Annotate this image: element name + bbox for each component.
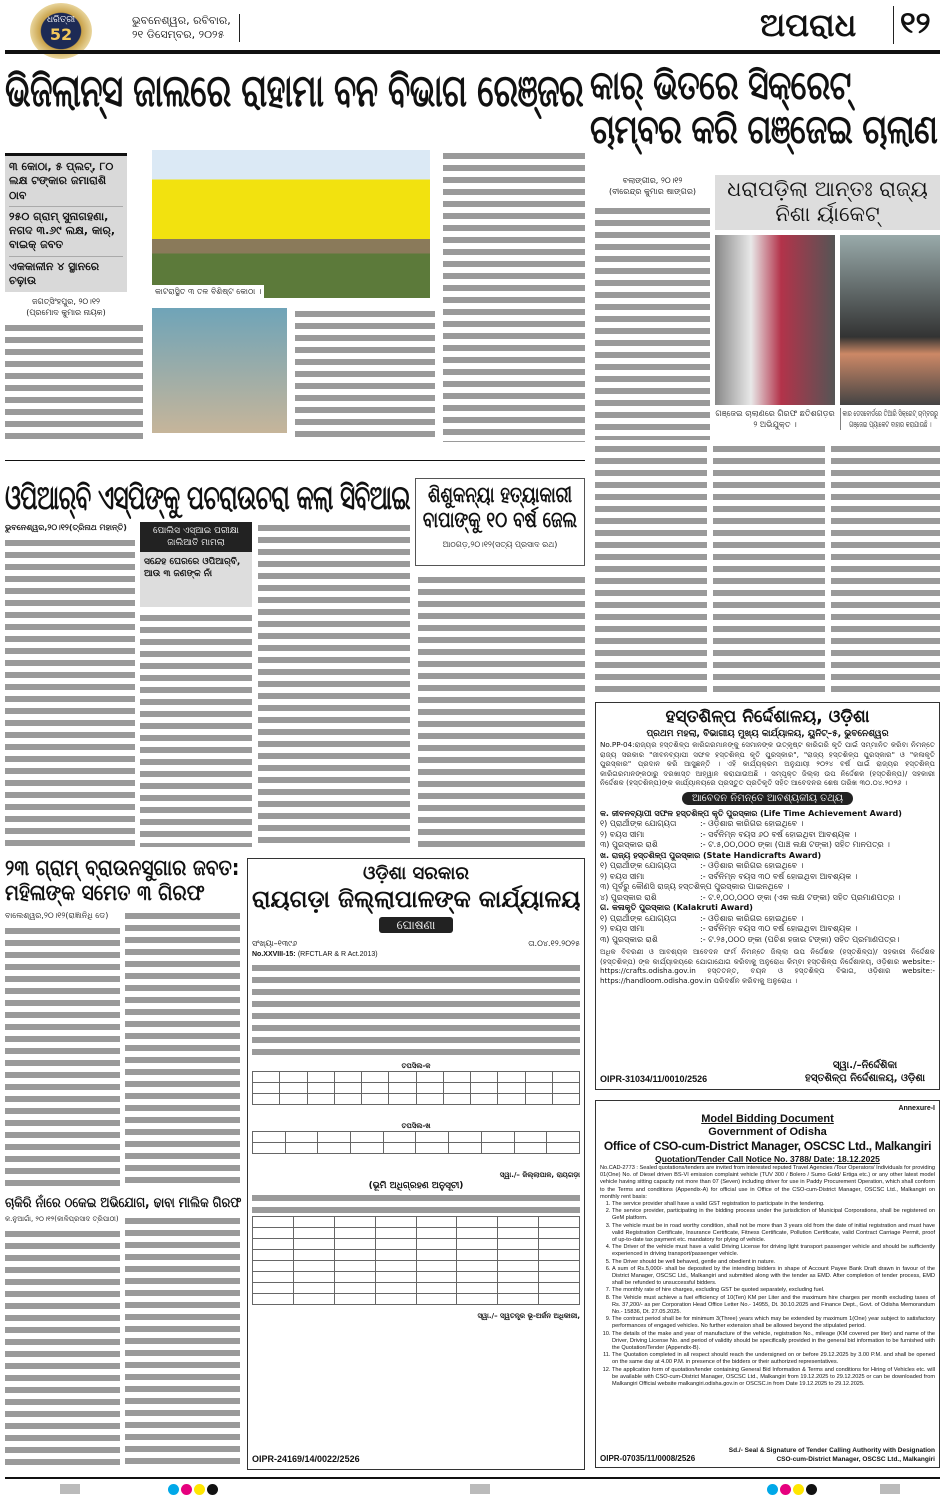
bullets-box (5, 153, 127, 292)
dateline: ବାଲେଶ୍ୱର,୨୦।୧୨(ରାଜ୍ଞାନିଧି ଡେ) (5, 911, 109, 920)
tender-condition: 11. The Quotation completed in all respect should reach the undersigned on or before 29.12.2025 by 3.00 P.M. and shall be opened on the same day at 4.00 P.M. in presence of the bidders or their authorized representatives. (612, 1352, 935, 1366)
award-cell: ୨) ବୟସ ସୀମା (600, 871, 645, 881)
info-band: ଆବେଦନ ନିମନ୍ତେ ଆବଶ୍ୟକୀୟ ତଥ୍ୟ (682, 792, 853, 805)
article-body (5, 1228, 120, 1468)
registration-marks (168, 1484, 218, 1495)
award-cell: :- ଓଡ଼ିଶାର କାରିଗର ହୋଇଥିବେ । (700, 819, 804, 828)
award-cell: ୨) ବୟସ ସୀମା (600, 924, 645, 933)
masthead-dateline: ଭୁବନେଶ୍ୱର, ରବିବାର, ୨୧ ଡିସେମ୍ବର, ୨୦୨୫ (132, 14, 240, 42)
award-row (600, 872, 935, 883)
tender-condition: 3. The vehicle must be in road worthy condition, shall not be more than 3 years old from the date of initial registration and must have valid Registration Certificate, Insurance Certificate, Fitness Certificate, Pollution Certificate, valid Contract Carriage Permit, proof of up-to-date tax payment etc. mandatory for plying of vehicle. (612, 1223, 935, 1245)
tender-footer-row: OIPR-07035/11/0008/2526 Sd./- Seal & Signature of Tender Calling Authority with Designation CSO-cum-District Manager, OSCSC Ltd., Malkangiri (600, 1447, 935, 1463)
handicrafts-notice: ହସ୍ତଶିଳ୍ପ ନିର୍ଦ୍ଦେଶାଳୟ, ଓଡ଼ିଶା ପ୍ରଥମ ମହଲା, ବିଭାଗୀୟ ମୁଖ୍ୟ କାର୍ଯ୍ୟାଳୟ, ୟୁନିଟ୍–୫, ଭୁବନେଶ୍ୱର No.PP-04:ରାଜ୍ୟର ହସ୍ତଶିଳ୍ପ କାରିଗରମାନଙ୍କୁ ସେମାନଙ୍କ ଉତ୍କୃଷ୍ଟ କାରିଗରି କୃତି ପାଇଁ ସମ୍ମାନିତ କରିବା ନିମନ୍ତେ ରାଜ୍ୟ ସରକାର "ଜୀବନବ୍ୟାପୀ ସଫଳ ହସ୍ତଶିଳ୍ପ କୃତି ପୁରସ୍କାର", "ରାଜ୍ୟ ହସ୍ତଶିଳ୍ପ ପୁରସ୍କାର" ଓ "କଳାକୃତି ପୁରସ୍କାର" ପ୍ରଦାନ କରି ଆସୁଛନ୍ତି । ଏହି କାର୍ଯ୍ୟକ୍ରମ ଅନୁଯାୟୀ ୨୦୨୪ ବର୍ଷ ପାଇଁ ରାଜ୍ୟର ହସ୍ତଶିଳ୍ପ କାରିଗରମାନଙ୍କଠାରୁ ଦରଖାସ୍ତ ଆହ୍ୱାନ କରାଯାଉଅଛି । ସମ୍ପୃକ୍ତ ଜିଲ୍ଲା ଉପ ନିର୍ଦ୍ଦେଶକ (ହସ୍ତଶିଳ୍ପ)/ ସହକାରୀ ନିର୍ଦ୍ଦେଶକ (ହସ୍ତଶିଳ୍ପ)ଙ୍କ କାର୍ଯ୍ୟାଳୟରେ ପ୍ରସ୍ତୁତ ପ୍ରତିକୃତି ସହିତ ଆବେଦନର ଶେଷ ତାରିଖ ୩୦.୦୪.୨୦୨୬ । ଆବେଦନ ନିମନ୍ତେ ଆବଶ୍ୟକୀୟ ତଥ୍ୟ କ. ଜୀବନବ୍ୟାପୀ ସଫଳ ହସ୍ତଶିଳ୍ପ କୃତି ପୁରସ୍କାର (Life Time Achievement Award) ୧) ପ୍ରାର୍ଥୀଙ୍କ ଯୋଗ୍ୟତା :- ଓଡ଼ିଶାର କାରିଗର ହୋଇଥିବେ । ୨) ବୟସ ସୀମା :- ସର୍ବନିମ୍ନ ବୟସ ୬୦ ବର୍ଷ ହୋଇଥିବା ଆବଶ୍ୟକ । ୩) ପୁରସ୍କାର ରାଶି :- ଟ.୫,୦୦,୦୦୦ ଙ୍କା (ପାଞ୍ଚ ଲକ୍ଷ ଟଙ୍କା) ସହିତ ମାନପତ୍ର । ଖ. ରାଜ୍ୟ ହସ୍ତଶିଳ୍ପ ପୁରସ୍କାର (State Handicrafts Award) ୧) ପ୍ରାର୍ଥୀଙ୍କ ଯୋଗ୍ୟତା :- ଓଡ଼ିଶାର କାରିଗର ହୋଇଥିବେ । ୨) ବୟସ ସୀମା :- ସର୍ବନିମ୍ନ ବୟସ ୩୦ ବର୍ଷ ହୋଇଥିବା ଆବଶ୍ୟକ । ୩) ପୂର୍ବରୁ କୌଣସି ରାଜ୍ୟ ହସ୍ତଶିଳ୍ପ ପୁରସ୍କାର ପାଇନଥିବେ । ୪) ପୁରସ୍କାର ରାଶି :- ଟ.୧,୦୦,୦୦୦ ଙ୍କା (ଏକ ଲକ୍ଷ ଟଙ୍କା) ସହିତ ପ୍ରମାଣପତ୍ର । ଗ. କଳାକୃତି ପୁରସ୍କାର (Kalakruti Award) ୧) ପ୍ରାର୍ଥୀଙ୍କ ଯୋଗ୍ୟତା :- ଓଡ଼ିଶାର କାରିଗର ହୋଇଥିବେ । ୨) ବୟସ ସୀମା :- ସର୍ବନିମ୍ନ ବୟସ ୩୦ ବର୍ଷ ହୋଇଥିବା ଆବଶ୍ୟକ । ୩) ପୁରସ୍କାର ରାଶି :- ଟ.୨୫,୦୦୦ ଙ୍କା (ପଚିଶ ହଜାର ଟଙ୍କା) ସହିତ ପ୍ରମାଣପତ୍ର। ଅଧିକ ବିବରଣୀ ଓ ଆବଶ୍ୟକ ଆବେଦନ ଫର୍ମ ନିମନ୍ତେ ଜିଲ୍ଲା ଉପ ନିର୍ଦ୍ଦେଶକ (ହସ୍ତଶିଳ୍ପ)/ ସହକାରୀ ନିର୍ଦ୍ଦେଶକ (ହସ୍ତଶିଳ୍ପ) ଙ୍କ କାର୍ଯ୍ୟାଳୟରେ ଯୋଗାଯୋଗ କରିବାକୁ ଅନୁରୋଧ କିମ୍ବା ହସ୍ତଶିଳ୍ପ ନିର୍ଦ୍ଦେଶାଳୟ, ଓଡ଼ିଶାର website:-https://crafts.odisha.gov.in ହସ୍ତତନ୍ତ, ବୟନ ଓ ହସ୍ତଶିଳ୍ପ ବିଭାଗ, ଓଡ଼ିଶାର website:- https://handloom.odisha.gov.in ପରିଦର୍ଶନ କରିବାକୁ ଅନୁରୋଧ । OIPR-31034/11/0010/2526 ସ୍ୱା./–ନିର୍ଦ୍ଦେଶିକା ହସ୍ତଶିଳ୍ପ ନିର୍ଦ୍ଦେଶାଳୟ, ଓଡ଼ିଶା (595, 702, 940, 1090)
award-title: କ. ଜୀବନବ୍ୟାପୀ ସଫଳ ହସ୍ତଶିଳ୍ପ କୃତି ପୁରସ୍କାର (Life Time Achievement Award) (600, 808, 902, 818)
masthead-logo: ଧରିତ୍ରୀ 52 (30, 3, 92, 59)
award-cell: :- ସର୍ବନିମ୍ନ ବୟସ ୩୦ ବର୍ଷ ହୋଇଥିବା ଆବଶ୍ୟକ । (700, 924, 858, 933)
land-schedule-table (252, 1216, 580, 1305)
award-row (600, 840, 935, 851)
registration-marks (767, 1484, 817, 1495)
schedule-table-2 (252, 1131, 580, 1154)
award-row (600, 819, 935, 830)
tender-condition: 2. The service provider, participating in the bidding process under the jurisdiction of Municipal Corporations, shall be registered on GeM platform. (612, 1208, 935, 1222)
gray-bar (470, 1484, 490, 1494)
footer-rule (5, 1477, 940, 1479)
handicrafts-footer-row: OIPR-31034/11/0010/2526 ସ୍ୱା./–ନିର୍ଦ୍ଦେଶିକା ହସ୍ତଶିଳ୍ପ ନିର୍ଦ୍ଦେଶାଳୟ, ଓଡ଼ିଶା (600, 1060, 925, 1084)
car-photo (840, 235, 940, 405)
award-cell: :- ସର୍ବନିମ୍ନ ବୟସ ୩୦ ବର୍ଷ ହୋଇଥିବା ଆବଶ୍ୟକ । (700, 871, 858, 881)
article-body (258, 522, 410, 847)
portrait-photo (152, 308, 287, 433)
headline-brownsugar: ୨୩ ଗ୍ରାମ୍ ବ୍ରାଉନସୁଗାର ଜବତ: ମହିଳାଙ୍କ ସମେତ ୩ ଗିରଫ (5, 856, 240, 906)
dateline: କ.ନୁଆଗାଁ, ୨୦।୧୨(କାଳିପ୍ରସାଦ ତ୍ରିପାଠୀ) (5, 1215, 119, 1223)
headline-vigilance: ଭିଜିଲାନ୍ସ ଜାଲରେ ରାହାମା ବନ ବିଭାଗ ରେଞ୍ଜର (5, 64, 584, 117)
award-cell: :- ଓଡ଼ିଶାର କାରିଗର ହୋଇଥିବେ । (700, 913, 804, 923)
tender-condition: 6. A sum of Rs.5,000/- shall be deposited by the intending bidders in shape of Account Payee Bank Draft drawn in favour of the District Manager, OSCSC Ltd., Malkangiri and submitted along with the tender as EMD. After completion of tender process, EMD shall be refunded to unsuccessful bidders. (612, 1266, 935, 1288)
tender-condition: 1. The service provider shall have a valid GST registration to participate in the tendering. (612, 1201, 935, 1208)
tender-condition: 8. The Vehicle must achieve a fuel efficiency of 10(Ten) KM per Liter and the maximum hire charges per month excluding taxes of Rs. 37,200/- as per Corporation Head Office Letter No.- 14955, Dt. 30.10.2025 and Finance Dept., Govt. of Odisha Memorandum No.- 15836, Dt. 27.05.2025. (612, 1295, 935, 1317)
tender-condition: 9. The contract period shall be for minimum 3(Three) years which may be extended by maximum 1(One) year subject to satisfactory performances of engaged vehicles. No further extension shall be allowed beyond the stipulated period. (612, 1316, 935, 1330)
award-cell: :- ଟ.୫,୦୦,୦୦୦ ଙ୍କା (ପାଞ୍ଚ ଲକ୍ଷ ଟଙ୍କା) ସହିତ ମାନପତ୍ର । (700, 840, 890, 849)
award-row (600, 882, 935, 893)
photo-caption: ଗଞ୍ଜେଇ ଚାଲାଣରେ ଗିରଫ ଛତିଶଗଡ଼ର ୨ ଅଭିଯୁକ୍ତ । (715, 409, 835, 429)
award-cell: ୨) ବୟସ ସୀମା (600, 829, 645, 839)
gray-bar (880, 1484, 900, 1494)
tender-condition: 4. The Driver of the vehicle must have a valid Driving License for driving light transport passenger vehicle and should be sufficiently experienced in driving transport/passenger vehicle. (612, 1244, 935, 1258)
award-sections (600, 809, 935, 946)
tender-conditions (600, 1201, 935, 1388)
award-cell: ୩) ପୂର୍ବରୁ କୌଣସି ରାଜ୍ୟ ହସ୍ତଶିଳ୍ପ ପୁରସ୍କାର ପାଇନଥିବେ । (600, 882, 790, 891)
article-body (443, 150, 585, 442)
rayagada-notice: ଓଡ଼ିଶା ସରକାର ରାୟଗଡ଼ା ଜିଲ୍ଲାପାଳଙ୍କ କାର୍ଯ୍ୟାଳୟ ଘୋଷଣା ସଂଖ୍ୟା–୧୩୯୬ ତା.୦୪.୧୨.୨୦୨୫ No.XXVIII-15: (RFCTLAR & R Act.2013) ତପସିଲ-କ ତପସିଲ-ଖ ସ୍ୱା./– ଜିଲ୍ଲାପାଳ, ରାୟଗଡ଼ା (ଭୂମି ଅଧିଗ୍ରହଣ ଅନୁସୂଚୀ) ସ୍ୱା./– ସ୍ୱତନ୍ତ୍ର ଭୂ-ଅର୍ଜନ ଅଧିକାରୀ, OIPR-24169/14/0022/2526 (247, 858, 585, 1470)
award-cell: ୧) ପ୍ରାର୍ଥୀଙ୍କ ଯୋଗ୍ୟତା (600, 819, 677, 828)
headline-cbi: ଓପିଆର୍‌ବି ଏସ୍‌ପିଙ୍କୁ ପଚରାଉଚରା କଲା ସିବିଆଇ (5, 478, 410, 518)
award-row (600, 830, 935, 841)
article-body (5, 322, 143, 445)
masthead-rule (5, 50, 940, 54)
dateline: ଭୁବନେଶ୍ୱର,୨୦।୧୨(ତ୍ରିନାଥ ମହାନ୍ତି) (5, 523, 127, 532)
schedule-table-1 (252, 1071, 580, 1105)
left-column (5, 153, 143, 445)
divider (893, 6, 894, 44)
page-number: ୧୨ (900, 6, 931, 41)
building-photo (152, 150, 430, 298)
article-body (125, 910, 240, 1187)
photo-caption: କାର ଡେସବୋର୍ଡରେ ତିଆରି ସିକ୍ରେଟ୍ ଚାମ୍ବରରୁ ଗଞ୍ଜେଇ ପ୍ୟାକେଟ ବାହାର କରାଯାଉଛି । (840, 408, 940, 430)
bullet: ଏକକାଳୀନ ୪ ସ୍ଥାନରେ ଚଢ଼ାଉ (9, 259, 100, 288)
accused-photo (715, 235, 835, 405)
dateline: ବଲାଙ୍ଗୀର, ୨୦।୧୨ (ବୀରେନ୍ଦ୍ର କୁମାର ଷାଙ୍ଗର) (608, 176, 697, 196)
award-cell: ୪) ପୁରସ୍କାର ରାଶି (600, 892, 657, 902)
tender-condition: 5. The Driver should be well behaved, gentle and obedient in nature. (612, 1259, 935, 1266)
article-body (295, 308, 435, 443)
award-cell: ୧) ପ୍ରାର୍ଥୀଙ୍କ ଯୋଗ୍ୟତା (600, 861, 677, 870)
tender-notice: Annexure-I Model Bidding Document Government of Odisha Office of CSO-cum-District Manager, OSCSC Ltd., Malkangiri Quotation/Tender Call Notice No. 3788/ Date: 18.12.2025 No.CAD-2773 : Sealed quotations/tenders are invited from interested reputed Travel Agencies /Tour Operators/ Individuals for providing 01(One) No. of Diesel driven BS-VI emission complaint vehicle (TUV 300 / Bolero / Sumo Gold/ Ertiga etc.) or any other latest model vehicle having sitting capacity not more than 07 (Seven) including driver for use in Paddy Procurement Operation, which shall conform to the Terms and conditions (Appendix-A) for official use in Office of the CSO-cum-District Manager, OSCSC Ltd., Malkangiri on monthly rent basis: 1. The service provider shall have a valid GST registration to participate in the tendering. 2. The service provider, participating in the bidding process under the jurisdiction of Municipal Corporations, shall be registered on GeM platform. 3. The vehicle must be in road worthy condition, shall not be more than 3 years old from the date of initial registration and must have valid Registration Certificate, Insurance Certificate, Fitness Certificate, Pollution Certificate, valid Contract Carriage Permit, proof of up-to-date tax payment etc. mandatory for plying of vehicle. 4. The Driver of the vehicle must have a valid Driving License for driving light transport passenger vehicle and should be sufficiently experienced in driving transport/passenger vehicle. 5. The Driver should be well behaved, gentle and obedient in nature. 6. A sum of Rs.5,000/- shall be deposited by the intending bidders in shape of Account Payee Bank Draft drawn in favour of the District Manager, OSCSC Ltd., Malkangiri and submitted along with the tender as EMD. After completion of tender process, EMD shall be refunded to unsuccessful bidders. 7. The monthly rate of hire charges, excluding GST be quoted separately, excluding fuel. 8. The Vehicle must achieve a fuel efficiency of 10(Ten) KM per Liter and the maximum hire charges per month excluding taxes of Rs. 37,200/- as per Corporation Head Office Letter No.- 14955, Dt. 30.10.2025 and Finance Dept., Govt. of Odisha Memorandum No.- 15836, Dt. 27.05.2025. 9. The contract period shall be for minimum 3(Three) years which may be extended by maximum 1(One) year subject to satisfactory performances of engaged vehicles. No further extension shall be allowed beyond the stipulated period. 10. The details of the make and year of manufacture of the vehicle, registration No., mileage (KM covered per liter) and name of the Driver, Driving License No. and period of validity should be specifically provided in the general bid information to be furnished with the Quotation/Tender (Appendix-B). 11. The Quotation completed in all respect should reach the undersigned on or before 29.12.2025 by 3.00 P.M. and shall be opened on the same day at 4.00 P.M. in presence of the bidders or their authorized representatives. 12. The application form of quotation/tender containing General Bid Information & Terms and conditions for Hiring of Vehicles etc. will be available with CSO-cum-District Manager, OSCSC Ltd., Malkangiri from 19.12.2025 to 29.12.2025 or can be downloaded from Malkangiri Official website malkangiri.odisha.gov.in or OSCSC.in from Date 19.12.2025 to 29.12.2025. OIPR-07035/11/0008/2526 Sd./- Seal & Signature of Tender Calling Authority with Designation CSO-cum-District Manager, OSCSC Ltd., Malkangiri (595, 1100, 940, 1468)
subhead-box: ଧରାପଡ଼ିଲା ଆନ୍ତଃ ରାଜ୍ୟ ନିଶା ର୍ୟାକେଟ୍ (715, 175, 940, 230)
award-row (600, 935, 935, 946)
award-row (600, 861, 935, 872)
award-title: ଗ. କଳାକୃତି ପୁରସ୍କାର (Kalakruti Award) (600, 903, 753, 912)
announcement-badge: ଘୋଷଣା (379, 917, 454, 933)
award-cell: :- ଟ.୧,୦୦,୦୦୦ ଙ୍କା (ଏକ ଲକ୍ଷ ଟଙ୍କା) ସହିତ ପ୍ରମାଣପତ୍ର । (700, 892, 901, 902)
dateline: ଜଗତ୍‌ସିଂହପୁର, ୨୦।୧୨ (ପ୍ରମୋଦ କୁମାର ନାୟକ) (26, 297, 106, 318)
award-row (600, 893, 935, 904)
jail-headline-box (415, 478, 585, 566)
award-cell: :- ଟ.୨୫,୦୦୦ ଙ୍କା (ପଚିଶ ହଜାର ଟଙ୍କା) ସହିତ ପ୍ରମାଣପତ୍ର। (700, 934, 900, 944)
article-body (5, 925, 120, 1187)
article-body (418, 574, 585, 847)
article-body (5, 537, 135, 847)
tender-condition: 7. The monthly rate of hire charges, excluding GST be quoted separately, excluding fuel. (612, 1287, 935, 1294)
divider (5, 460, 585, 461)
award-cell: :- ଓଡ଼ିଶାର କାରିଗର ହୋଇଥିବେ । (700, 861, 804, 870)
award-cell: :- ସର୍ବନିମ୍ନ ବୟସ ୬୦ ବର୍ଷ ହୋଇଥିବା ଆବଶ୍ୟକ । (700, 829, 857, 839)
article-body (595, 443, 940, 696)
section-title: ଅପରାଧ (760, 6, 857, 44)
article-body (140, 612, 252, 847)
award-cell: ୩) ପୁରସ୍କାର ରାଶି (600, 934, 658, 944)
article-body (595, 205, 710, 440)
award-row (600, 924, 935, 935)
award-cell: ୧) ପ୍ରାର୍ଥୀଙ୍କ ଯୋଗ୍ୟତା (600, 913, 677, 923)
jail-dateline: ଆଠଗଡ଼,୨୦।୧୨(ସତ୍ୟ ପ୍ରସାଦ ରଥ) (442, 540, 558, 549)
tender-condition: 10. The details of the make and year of manufacture of the vehicle, registration No., mileage (KM covered per liter) and name of the Driver, Driving License No. and period of validity should be specifically provided in the general bid information to be furnished with the Quotation/Tender (Appendix-B). (612, 1331, 935, 1353)
award-cell: ୩) ପୁରସ୍କାର ରାଶି (600, 840, 658, 849)
tender-condition: 12. The application form of quotation/tender containing General Bid Information & Terms and conditions for Hiring of Vehicles etc. will be available with CSO-cum-District Manager, OSCSC Ltd., Malkangiri from 19.12.2025 to 29.12.2025 or can be downloaded from Malkangiri Official website malkangiri.odisha.gov.in or OSCSC.in from Date 19.12.2025 to 29.12.2025. (612, 1367, 935, 1389)
headline-car: କାର୍ ଭିତରେ ସିକ୍ରେଟ୍ ଚାମ୍ବର କରି ଗଞ୍ଜେଇ ଚାଲାଣ (590, 63, 938, 153)
sidebar-box: ପୋଲିସ ଏସ୍‌ଆଇ ପରୀକ୍ଷା ଜାଲିଆତି ମାମଲା ସନ୍ଦେହ ଘେରରେ ଓପିଆର୍‌ବି, ଆଉ ୩ ଜଣଙ୍କ ନାଁ (140, 522, 252, 607)
bullet: ୩ କୋଠା, ୫ ପ୍ଲଟ୍, ୮୦ ଲକ୍ଷ ଟଙ୍କାର ଜମାରାଶି ଠାବ (9, 160, 123, 207)
award-row (600, 914, 935, 925)
headline-jail: ଶିଶୁକନ୍ୟା ହତ୍ୟାକାରୀ ବାପାଙ୍କୁ ୧୦ ବର୍ଷ ଜେଲ (422, 483, 578, 533)
article-body (125, 1215, 240, 1468)
photo-caption: କାଟରାସ୍ଥିତ ୩ ତଳ ବିଶିଷ୍ଟ କୋଠା । (152, 285, 264, 298)
gray-bar (60, 1484, 80, 1494)
award-title: ଖ. ରାଜ୍ୟ ହସ୍ତଶିଳ୍ପ ପୁରସ୍କାର (State Handicrafts Award) (600, 850, 822, 860)
headline-dhaba: ଚାକିରି ନାଁରେ ଠକେଇ ଅଭିଯୋଗ, ଢାବା ମାଲିକ ଗିରଫ (5, 1195, 242, 1211)
bullet: ୨୫୦ ଗ୍ରାମ୍ ସୁନାଗହଣା, ନଗଦ ୩.୬୯ ଲକ୍ଷ, କାର୍, ବାଇକ୍ ଜବତ (9, 207, 123, 257)
